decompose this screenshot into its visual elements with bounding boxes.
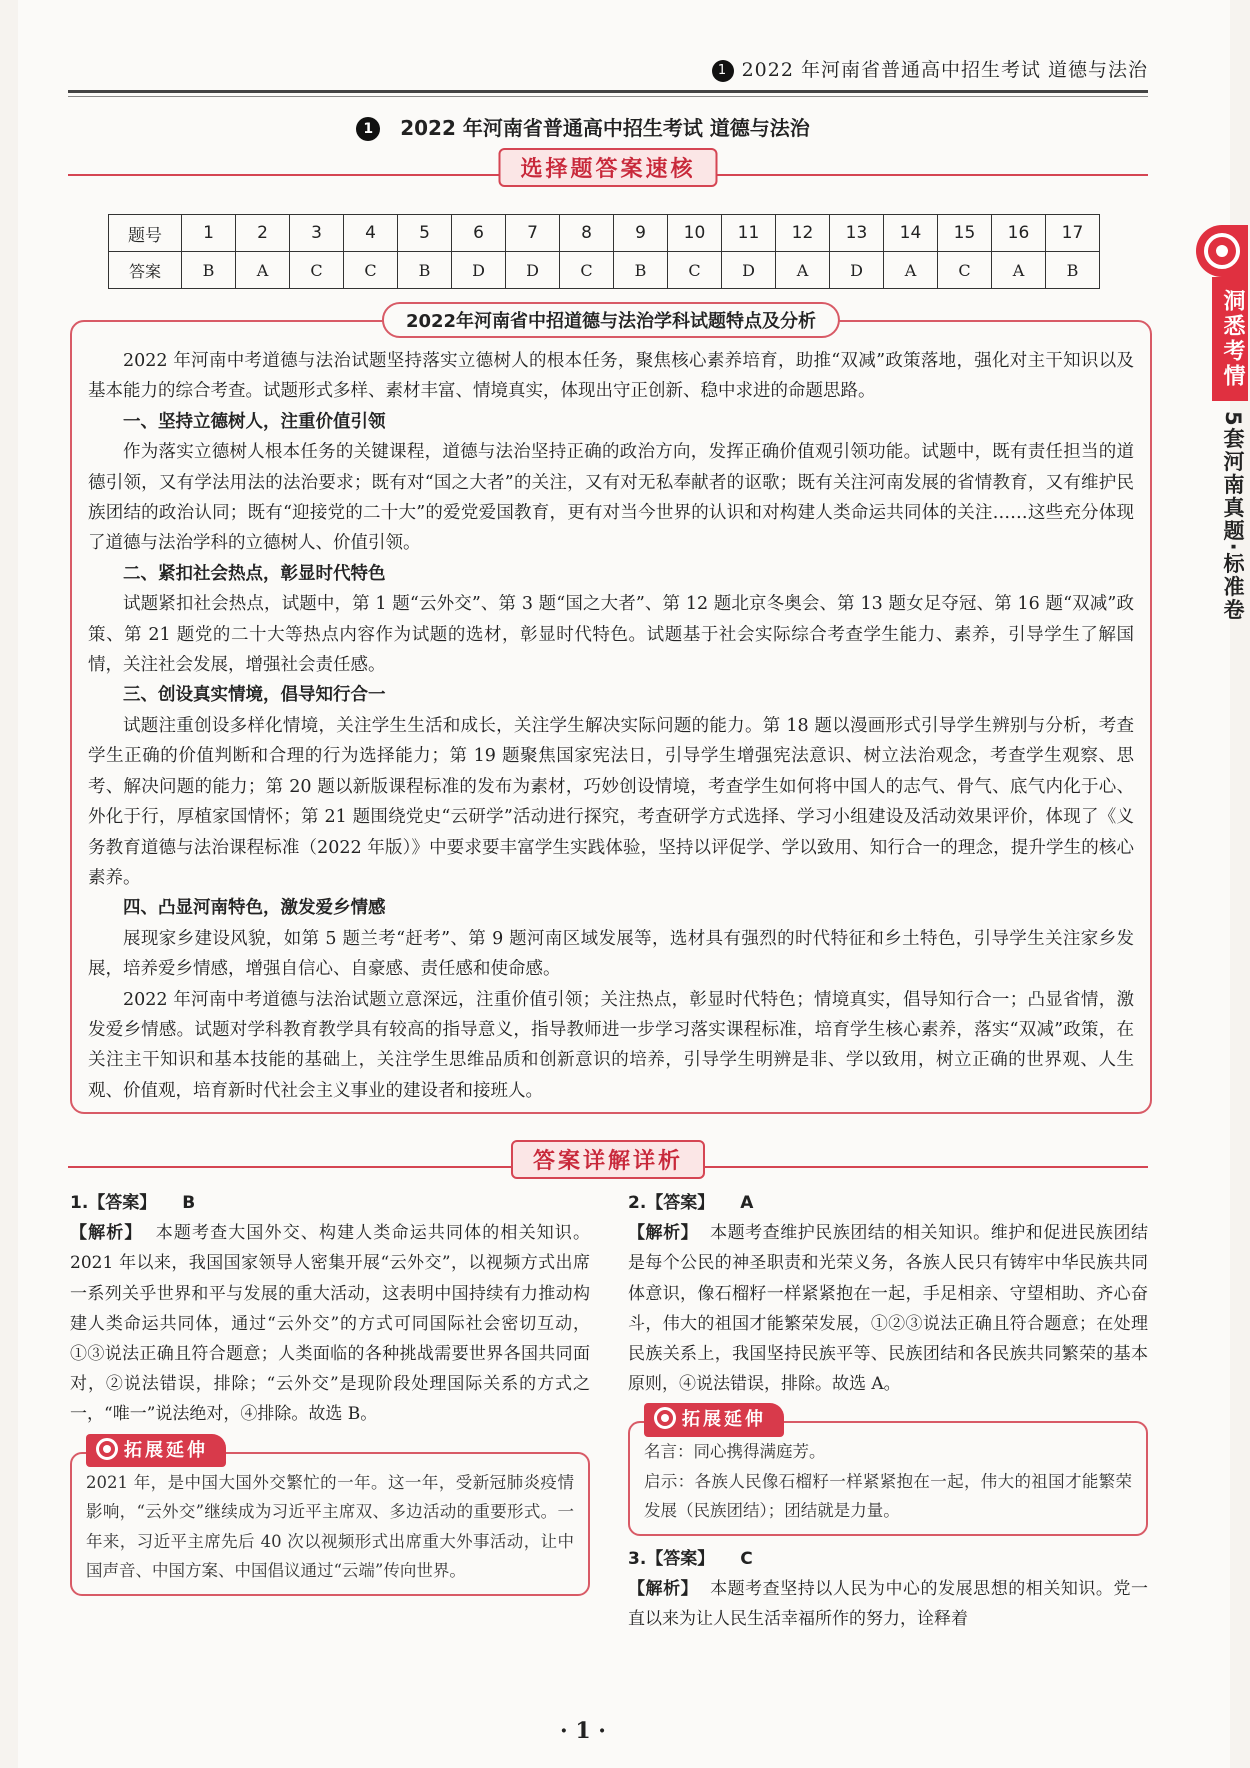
page [18,0,1245,1768]
table-cell: 9 [614,215,668,252]
question-2-label: 2.【答案】 [628,1193,715,1213]
target-logo-icon [1196,225,1248,277]
table-cell: 7 [506,215,560,252]
table-cell: 16 [992,215,1046,252]
extension-tag [644,1403,784,1437]
table-cell: C [668,252,722,289]
table-cell: 13 [830,215,884,252]
explanation-label: 【解析】 [628,1223,699,1244]
question-3-header [628,1544,1148,1574]
table-cell: D [452,252,506,289]
table-cell: D [830,252,884,289]
question-1-explanation [70,1218,590,1429]
header-number-badge: 1 [712,60,734,82]
analysis-heading: 四、凸显河南特色，激发爱乡情感 [123,898,386,919]
analysis-heading: 三、创设真实情境，倡导知行合一 [123,685,386,706]
explanation-label: 【解析】 [628,1579,699,1600]
question-1-header [70,1188,590,1218]
analysis-paragraph: 2022 年河南中考道德与法治试题坚持落实立德树人的根本任务，聚焦核心素养培育，助推“双减”政策落地，强化对主干知识以及基本能力的综合考查。试题形式多样、素材丰富、情境真实，体现出守正创新、稳中求进的命题思路。 [88,351,1134,402]
table-cell: 17 [1046,215,1100,252]
table-cell: 12 [776,215,830,252]
extension-box-2 [628,1409,1148,1536]
table-cell: A [992,252,1046,289]
logo-ring [1204,233,1240,269]
explanation-text: 本题考查坚持以人民为中心的发展思想的相关知识。党一直以来为让人民生活幸福所作的努力，诠释着 [628,1579,1149,1630]
running-header [68,55,1148,89]
table-cell: A [884,252,938,289]
table-cell: 3 [290,215,344,252]
banner-label: 答案详解详析 [511,1140,705,1179]
extension-line: 启示：各族人民像石榴籽一样紧紧抱在一起，伟大的祖国才能繁荣发展（民族团结）；团结就是力量。 [644,1471,1132,1521]
column-left [70,1188,590,1596]
table-cell: 11 [722,215,776,252]
analysis-paragraph: 展现家乡建设风貌，如第 5 题兰考“赶考”、第 9 题河南区域发展等，选材具有强烈的时代特征和乡土特色，引导学生关注家乡发展，培养爱乡情感，增强自信心、自豪感、责任感和使命感。 [88,928,1134,980]
page-title [18,112,1148,141]
extension-box-1 [70,1439,590,1596]
extension-text: 2021 年，是中国大国外交繁忙的一年。这一年，受新冠肺炎疫情影响，“云外交”继续成为习近平主席双、多边活动的重要形式。一年来，习近平主席先后 40 次以视频形式出席重大外事活动，让中国声音、中国方案、中国倡议通过“云端”传向世界。 [86,1472,574,1581]
extension-tag-label: 拓展延伸 [124,1439,208,1461]
title-number-badge: 1 [356,117,380,141]
header-text: 2022 年河南省普通高中招生考试 道德与法治 [741,59,1148,81]
table-cell: C [344,252,398,289]
explanation-label: 【解析】 [70,1223,143,1244]
title-text: 2022 年河南省普通高中招生考试 道德与法治 [400,116,810,140]
answer-columns [70,1188,1148,1698]
table-cell: 1 [182,215,236,252]
table-cell: 14 [884,215,938,252]
analysis-title: 2022年河南省中招道德与法治学科试题特点及分析 [382,302,840,338]
table-row-answers [109,252,1100,289]
question-2-header [628,1188,1148,1218]
explanation-text: 本题考查维护民族团结的相关知识。维护和促进民族团结是每个公民的神圣职责和光荣义务，各族人民只有铸牢中华民族共同体意识，像石榴籽一样紧紧抱在一起，手足相亲、守望相助、齐心奋斗，伟大的祖国才能繁荣发展，①②③说法正确且符合题意；在处理民族关系上，我国坚持民族平等、民族团结和各民族共同繁荣的基本原则，④说法错误，排除。故选 A。 [628,1223,1149,1395]
banner-label: 选择题答案速核 [498,148,717,187]
table-cell: 5 [398,215,452,252]
side-tab-label: 洞悉考情 [1212,277,1248,401]
extension-line: 名言：同心携得满庭芳。 [644,1442,826,1462]
table-cell: D [722,252,776,289]
table-cell: 8 [560,215,614,252]
analysis-paragraph: 2022 年河南中考道德与法治试题立意深远，注重价值引领；关注热点，彰显时代特色；情境真实，倡导知行合一；凸显省情，激发爱乡情感。试题对学科教育教学具有较高的指导意义，指导教师进一步学习落实课程标准，培育学生核心素养，落实“双减”政策，在关注主干知识和基本技能的基础上，关注学生思维品质和创新意识的培养，引导学生明辨是非、学以致用，树立正确的世界观、人生观、价值观，培育新时代社会主义事业的建设者和接班人。 [88,989,1134,1101]
analysis-paragraph: 试题紧扣社会热点，试题中，第 1 题“云外交”、第 3 题“国之大者”、第 12 题北京冬奥会、第 13 题女足夺冠、第 16 题“双减”政策、第 21 题党的二十大等热点内容作为试题的选材，彰显时代特色。试题基于社会实际综合考查学生能力、素养，引导学生了解国情，关注社会发展，增强社会责任感。 [88,594,1134,676]
question-1-answer: B [182,1193,196,1213]
analysis-body [88,346,1134,1106]
table-cell: 4 [344,215,398,252]
side-tab [1196,225,1248,632]
column-right [628,1188,1148,1635]
question-2-answer: A [740,1193,754,1213]
analysis-heading: 一、坚持立德树人，注重价值引领 [123,411,386,432]
section-banner-detailed-answers [68,1140,1148,1180]
question-2-explanation [628,1218,1148,1399]
table-cell: B [182,252,236,289]
table-cell: A [236,252,290,289]
table-cell: 15 [938,215,992,252]
page-number: · 1 · [560,1718,606,1744]
side-tab-subtitle: 5套河南真题·标准卷 [1221,411,1245,622]
table-cell: C [560,252,614,289]
table-cell: D [506,252,560,289]
question-3-answer: C [740,1548,753,1569]
table-cell: B [398,252,452,289]
question-3-explanation [628,1574,1148,1634]
target-icon [96,1438,118,1460]
analysis-box [70,311,1152,1114]
target-icon [654,1407,676,1429]
analysis-heading: 二、紧扣社会热点，彰显时代特色 [123,563,386,584]
table-cell: C [938,252,992,289]
analysis-paragraph: 作为落实立德树人根本任务的关键课程，道德与法治坚持正确的政治方向，发挥正确价值观引领功能。试题中，既有责任担当的道德引领，又有学法用法的法治要求；既有对“国之大者”的关注，又有对无私奉献者的讴歌；既有关注河南发展的省情教育，又有维护民族团结的政治认同；既有“迎接党的二十大”的爱党爱国教育，更有对当今世界的认识和对构建人类命运共同体的关注……这些充分体现了道德与法治学科的立德树人、价值引领。 [88,442,1134,554]
table-cell: B [1046,252,1100,289]
table-cell: 6 [452,215,506,252]
table-cell: 2 [236,215,290,252]
table-header-question: 题号 [109,215,182,252]
table-cell: C [290,252,344,289]
header-rule-thin [68,96,1148,97]
explanation-text: 本题考查大国外交、构建人类命运共同体的相关知识。2021 年以来，我国国家领导人密集开展“云外交”，以视频方式出席一系列关乎世界和平与发展的重大活动，这表明中国持续有力推动构建人类命运共同体，通过“云外交”的方式可同国际社会密切互动，①③说法正确且符合题意；人类面临的各种挑战需要世界各国共同面对，②说法错误，排除；“云外交”是现阶段处理国际关系的方式之一，“唯一”说法绝对，④排除。故选 B。 [70,1223,591,1425]
question-1-label: 1.【答案】 [70,1193,157,1213]
table-cell: B [614,252,668,289]
extension-tag-label: 拓展延伸 [682,1409,766,1431]
answer-table [108,214,1100,289]
table-cell: A [776,252,830,289]
question-3-label: 3.【答案】 [628,1548,715,1569]
table-header-answer: 答案 [109,252,182,289]
table-row-numbers [109,215,1100,252]
extension-tag [86,1434,226,1468]
section-banner-quick-answers [68,148,1148,188]
analysis-paragraph: 试题注重创设多样化情境，关注学生生活和成长，关注学生解决实际问题的能力。第 18 题以漫画形式引导学生辨别与分析，考查学生正确的价值判断和合理的行为选择能力；第 19 题聚焦国家宪法日，引导学生增强宪法意识、树立法治观念，考查学生观察、思考、解决问题的能力；第 20 题以新版课程标准的发布为素材，巧妙创设情境，考查学生如何将中国人的志气、骨气、底气内化于心、外化于行，厚植家国情怀；第 21 题围绕党史“云研学”活动进行探究，考查研学方式选择、学习小组建设及活动效果评价，体现了《义务教育道德与法治课程标准（2022 年版）》中要求要丰富学生实践体验，坚持以评促学、学以致用、知行合一的理念，提升学生的核心素养。 [88,715,1134,888]
header-rule [68,90,1148,93]
table-cell: 10 [668,215,722,252]
